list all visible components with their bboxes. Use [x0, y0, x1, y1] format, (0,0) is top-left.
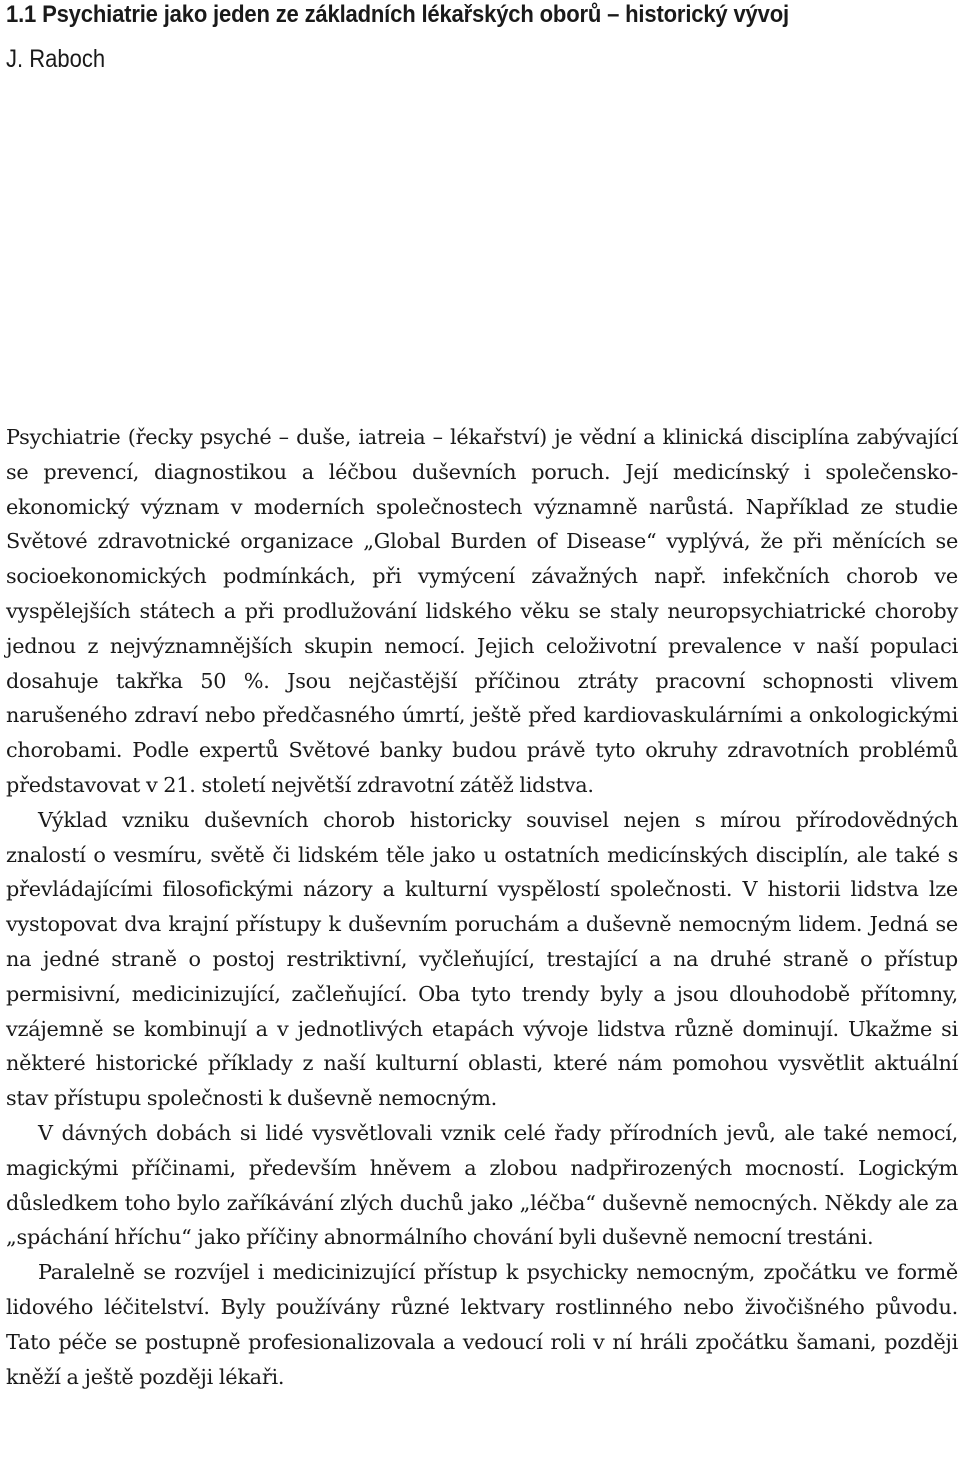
paragraph-2: Výklad vzniku duševních chorob historicky souvisel nejen s mírou přírodovědných znalostí o vesmíru, světě či lidském těle jako u ostatních medicínských disciplín, ale také s převládajícími filosofickými názory a kulturní vyspělostí společnosti. V historii lidstva lze vystopovat dva krajní přístupy k duševním poruchám a duševně nemocným lidem. Jedná se na jedné straně o postoj restriktivní, vyčleňující, trestající a na druhé straně o přístup permisivní, medicinizující, začleňující. Oba tyto trendy byly a jsou dlouhodobě přítomny, vzájemně se kombinují a v jednotlivých etapách vývoje lidstva různě dominují. Ukažme si některé historické příklady z naší kulturní oblasti, které nám pomohou vysvětlit aktuální stav přístupu společnosti k duševně nemocným.: [6, 807, 958, 1111]
section-author: J. Raboch: [6, 45, 106, 73]
section-heading: [6, 0, 865, 30]
paragraph-1: Psychiatrie (řecky psyché – duše, iatreia – lékařství) je vědní a klinická disciplína zabývající se prevencí, diagnostikou a léčbou duševních poruch. Její medicínský i společensko-ekonomický význam v moderních společnostech významně narůstá. Například ze studie Světové zdravotnické organizace „Global Burden of Disease“ vyplývá, že při měnících se socioekonomických podmínkách, při vymýcení závažných např. infekčních chorob ve vyspělejších státech a při prodlužování lidského věku se staly neuropsychiatrické choroby jednou z nejvýznamnějších skupin nemocí. Jejich celoživotní prevalence v naší populaci dosahuje takřka 50 %. Jsou nejčastější příčinou ztráty pracovní schopnosti vlivem narušeného zdraví nebo předčasného úmrtí, ještě před kardiovaskulárními a onkologickými chorobami. Podle expertů Světové banky budou právě tyto okruhy zdravotních problémů představovat v 21. století největší zdravotní zátěž lidstva.: [6, 425, 958, 797]
section-title: Psychiatrie jako jeden ze základních lékařských oborů – historický vývoj: [42, 1, 789, 28]
paragraph-3: V dávných dobách si lidé vysvětlovali vznik celé řady přírodních jevů, ale také nemocí, magickými příčinami, především hněvem a zlobou nadpřirozených mocností. Logickým důsledkem toho bylo zaříkávání zlých duchů jako „léčba“ duševně nemocných. Někdy ale za „spáchání hříchu“ jako příčiny abnormálního chování byli duševně nemocní trestáni.: [6, 1120, 958, 1250]
body-text: [6, 420, 958, 1394]
paragraph-4: Paralelně se rozvíjel i medicinizující přístup k psychicky nemocným, zpočátku ve formě lidového léčitelství. Byly používány různé lektvary rostlinného nebo živočišného původu. Tato péče se postupně profesionalizovala a vedoucí roli v ní hráli zpočátku šamani, později kněží a ještě později lékaři.: [6, 1260, 958, 1389]
section-number: 1.1: [6, 1, 37, 28]
